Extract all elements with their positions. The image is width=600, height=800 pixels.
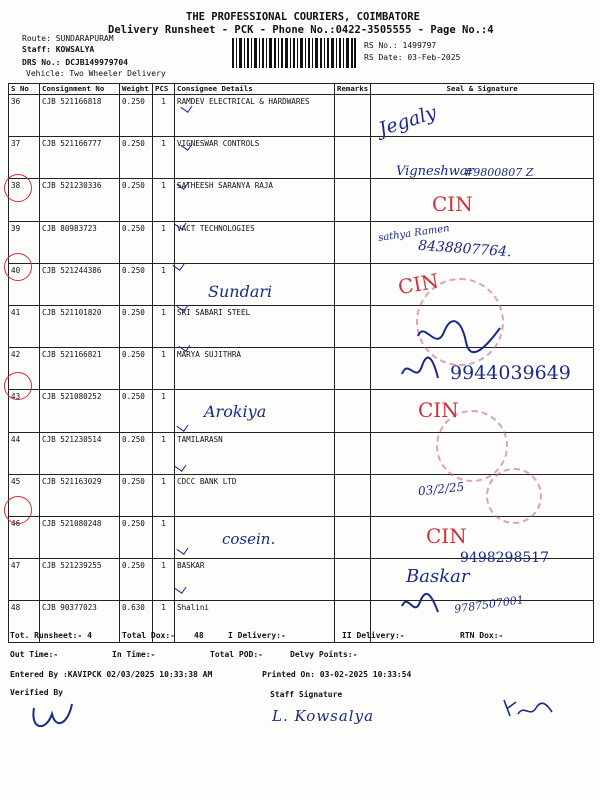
cell-remarks: [335, 348, 371, 390]
drs-number: DRS No.: DCJB149979704: [22, 58, 128, 67]
cell-consignment-no: CJB 80983723: [40, 221, 120, 263]
cell-consignee: BASKAR: [175, 559, 335, 601]
cell-sno: 41: [9, 305, 40, 347]
red-circle-mark: [4, 174, 32, 202]
cell-consignment-no: CJB 521080248: [40, 516, 120, 558]
delvy-points-label: Delvy Points:-: [290, 650, 358, 659]
cell-pcs: 1: [153, 474, 175, 516]
cell-consignee: TAMILARASN: [175, 432, 335, 474]
handwritten-signature: Jegaly: [376, 101, 440, 141]
cell-pcs: 1: [153, 263, 175, 305]
cell-remarks: [335, 474, 371, 516]
col-header-seal-signature: Seal & Signature: [371, 84, 594, 95]
cell-sno: 48: [9, 601, 40, 643]
cell-weight: 0.630: [120, 601, 153, 643]
out-time-label: Out Time:-: [10, 650, 59, 659]
cell-consignee: SRI SABARI STEEL: [175, 305, 335, 347]
cell-pcs: 1: [153, 179, 175, 221]
table-row: [9, 95, 594, 137]
cell-sno: 47: [9, 559, 40, 601]
vehicle-label: Vehicle: Two Wheeler Delivery: [26, 69, 166, 78]
cell-weight: 0.250: [120, 516, 153, 558]
cell-sno: 46: [9, 516, 40, 558]
handwritten-signature-scribble: [398, 592, 442, 620]
cell-weight: 0.250: [120, 95, 153, 137]
handwritten-name: sathya Ramen: [377, 223, 451, 244]
handwritten-phone: #9800807 Z: [464, 166, 534, 179]
cell-weight: 0.250: [120, 559, 153, 601]
cell-consignment-no: CJB 521080252: [40, 390, 120, 432]
cell-remarks: [335, 390, 371, 432]
staff-signature-label: Staff Signature: [270, 690, 343, 699]
cell-consignment-no: CJB 521163029: [40, 474, 120, 516]
staff-label: Staff: KOWSALYA: [22, 45, 95, 54]
cell-pcs: 1: [153, 221, 175, 263]
cell-weight: 0.250: [120, 305, 153, 347]
cell-consignee: SATHEESH SARANYA RAJA: [175, 179, 335, 221]
cell-seal-signature: [371, 179, 594, 221]
cell-remarks: [335, 95, 371, 137]
rs-date: RS Date: 03-Feb-2025: [364, 53, 461, 62]
handwritten-phone: 9498298517: [460, 550, 550, 566]
red-circle-mark: [4, 372, 32, 400]
barcode-image: [232, 38, 356, 68]
cell-pcs: 1: [153, 601, 175, 643]
runsheet-subtitle: Delivery Runsheet - PCK - Phone No.:0422-3505555 - Page No.:4: [108, 24, 494, 36]
table-header-row: [9, 84, 594, 95]
col-header-sno: S No: [9, 84, 40, 95]
cell-consignment-no: CJB 521166777: [40, 137, 120, 179]
cell-weight: 0.250: [120, 221, 153, 263]
cell-remarks: [335, 179, 371, 221]
cin-note: CIN: [432, 192, 473, 216]
cell-pcs: 1: [153, 390, 175, 432]
cell-weight: 0.250: [120, 348, 153, 390]
handwritten-phone: 9787507001: [453, 593, 525, 616]
cell-consignment-no: CJB 521230336: [40, 179, 120, 221]
handwritten-date: 03/2/25: [417, 479, 465, 499]
cell-consignee: MARYA SUJITHRA: [175, 348, 335, 390]
cell-pcs: 1: [153, 137, 175, 179]
cell-sno: 40: [9, 263, 40, 305]
cell-sno: 38: [9, 179, 40, 221]
verified-signature-scribble: [28, 700, 78, 734]
cell-pcs: 1: [153, 305, 175, 347]
handwritten-signature-scribble: [398, 356, 442, 386]
cell-consignment-no: CJB 521166821: [40, 348, 120, 390]
seal-stamp: [486, 468, 542, 524]
in-time-label: In Time:-: [112, 650, 156, 659]
handwritten-name: Sundari: [208, 282, 273, 301]
col-header-consignee: Consignee Details: [175, 84, 335, 95]
handwritten-phone: 8438807764.: [417, 237, 512, 261]
rtn-dox-label: RTN Dox:-: [460, 631, 504, 640]
col-header-consignment: Consignment No: [40, 84, 120, 95]
handwritten-name: cosein.: [222, 530, 276, 548]
staff-initials-scribble: [500, 696, 556, 722]
cell-weight: 0.250: [120, 137, 153, 179]
cell-sno: 43: [9, 390, 40, 432]
cell-pcs: 1: [153, 432, 175, 474]
cell-consignee: VACT TECHNOLOGIES: [175, 221, 335, 263]
cell-consignment-no: CJB 521239255: [40, 559, 120, 601]
company-title: THE PROFESSIONAL COURIERS, COIMBATORE: [186, 11, 420, 23]
cell-weight: 0.250: [120, 390, 153, 432]
cin-note: CIN: [426, 524, 467, 548]
table-row: [9, 263, 594, 305]
cell-remarks: [335, 221, 371, 263]
table-row: [9, 179, 594, 221]
cell-weight: 0.250: [120, 263, 153, 305]
handwritten-name: Arokiya: [204, 402, 267, 421]
cell-consignment-no: CJB 521101820: [40, 305, 120, 347]
cell-remarks: [335, 137, 371, 179]
cell-pcs: 1: [153, 95, 175, 137]
cell-consignment-no: CJB 90377023: [40, 601, 120, 643]
cin-note: CIN: [396, 268, 441, 300]
col-header-weight: Weight: [120, 84, 153, 95]
cin-note: CIN: [418, 398, 459, 422]
cell-pcs: 1: [153, 348, 175, 390]
table-row: [9, 390, 594, 432]
cell-consignment-no: CJB 521230514: [40, 432, 120, 474]
total-dox-value: 48: [194, 631, 204, 640]
ii-delivery-label: II Delivery:-: [342, 631, 405, 640]
cell-sno: 37: [9, 137, 40, 179]
cell-weight: 0.250: [120, 179, 153, 221]
entered-by: Entered By :KAVIPCK 02/03/2025 10:33:38 AM: [10, 670, 213, 679]
cell-consignment-no: CJB 521244386: [40, 263, 120, 305]
cell-pcs: 1: [153, 559, 175, 601]
route-label: Route: SUNDARAPURAM: [22, 34, 114, 43]
table-row: [9, 305, 594, 347]
red-circle-mark: [4, 496, 32, 524]
cell-consignee: RAMDEV ELECTRICAL & HARDWARES: [175, 95, 335, 137]
total-pod-label: Total POD:-: [210, 650, 263, 659]
cell-sno: 36: [9, 95, 40, 137]
cell-sno: 42: [9, 348, 40, 390]
verified-by-label: Verified By: [10, 688, 63, 697]
printed-on: Printed On: 03-02-2025 10:33:54: [262, 670, 412, 679]
col-header-remarks: Remarks: [335, 84, 371, 95]
cell-remarks: [335, 516, 371, 558]
col-header-pcs: PCS: [153, 84, 175, 95]
cell-remarks: [335, 432, 371, 474]
total-runsheet: Tot. Runsheet:- 4: [10, 631, 92, 640]
cell-weight: 0.250: [120, 432, 153, 474]
cell-weight: 0.250: [120, 474, 153, 516]
i-delivery-label: I Delivery:-: [228, 631, 286, 640]
cell-sno: 39: [9, 221, 40, 263]
cell-sno: 45: [9, 474, 40, 516]
cell-remarks: [335, 559, 371, 601]
cell-consignee: Shalini: [175, 601, 335, 643]
cell-consignment-no: CJB 521166818: [40, 95, 120, 137]
red-circle-mark: [4, 253, 32, 281]
cell-remarks: [335, 305, 371, 347]
staff-signature-handwritten: L. Kowsalya: [272, 707, 375, 725]
cell-consignee: CDCC BANK LTD: [175, 474, 335, 516]
cell-consignee: VIGNESWAR CONTROLS: [175, 137, 335, 179]
handwritten-phone: 9944039649: [450, 362, 571, 384]
cell-pcs: 1: [153, 516, 175, 558]
handwritten-signature: Baskar: [406, 566, 470, 587]
total-dox-label: Total Dox:-: [122, 631, 175, 640]
handwritten-signature-scribble: [414, 316, 504, 356]
cell-remarks: [335, 263, 371, 305]
handwritten-signature: Vigneshwar: [396, 164, 474, 179]
rs-number: RS No.: 1499797: [364, 41, 437, 50]
cell-sno: 44: [9, 432, 40, 474]
